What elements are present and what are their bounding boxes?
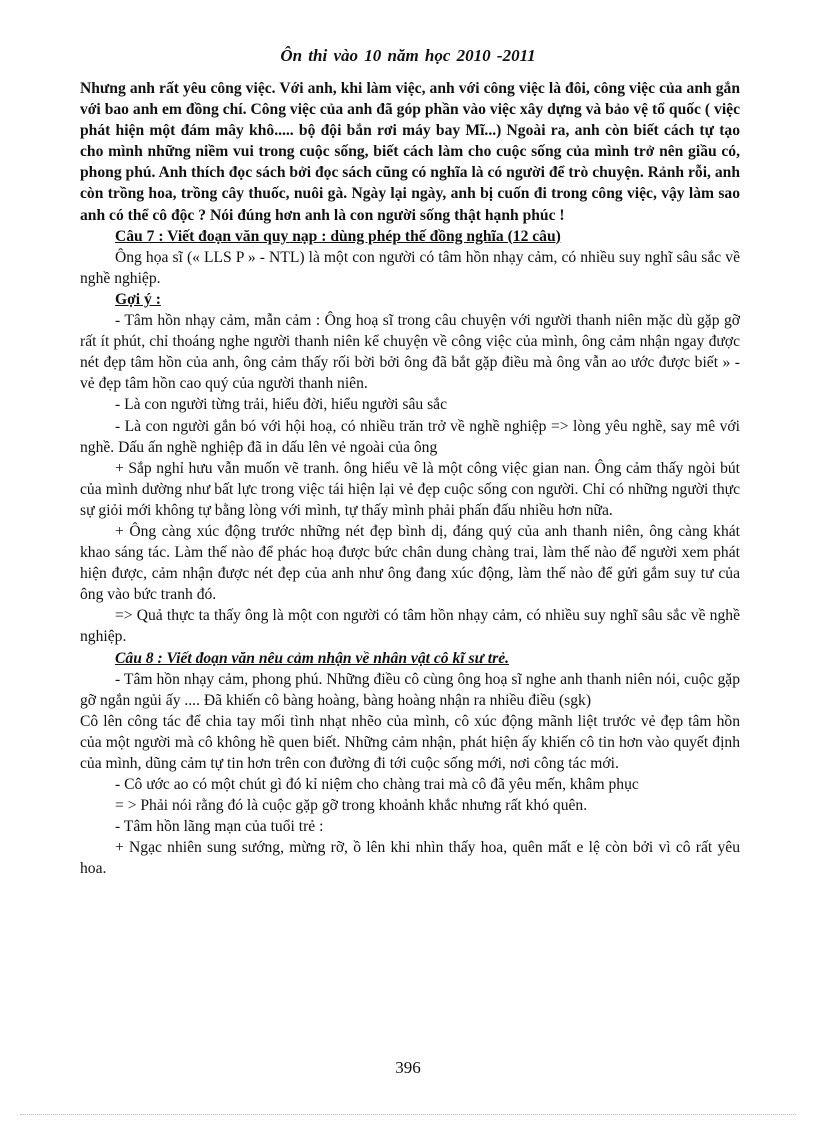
paragraph-point-4: + Sắp nghỉ hưu vẫn muốn vẽ tranh. ông hiểu vẽ là một công việc gian nan. Ông cảm thấy ngòi bút của mình dường như bất lực trong việc tái hiện lại vẻ đẹp cuộc sống con người. Chỉ có những người thực sự giỏi mới không tự bằng lòng với mình, tự thấy mình phải phấn đấu nhiều hơn nữa. <box>80 459 740 519</box>
heading-cau-8: Câu 8 : Viết đoạn văn nêu cảm nhận về nhân vật cô kĩ sư trẻ. <box>115 649 510 667</box>
paragraph-thesis: Ông họa sĩ (« LLS P » - NTL) là một con người có tâm hồn nhạy cảm, có nhiều suy nghĩ sâu sắc về nghề nghiệp. <box>80 248 740 287</box>
paragraph-intro: Nhưng anh rất yêu công việc. Với anh, khi làm việc, anh với công việc là đôi, công việc của anh gắn với bao anh em đồng chí. Công việc của anh đã góp phần vào việc xây dựng và bảo vệ tổ quốc ( việc phát hiện một đám mây khô..... bộ đội bắn rơi máy bay Mĩ...) Ngoài ra, anh còn biết cách tự tạo cho mình những niềm vui trong cuộc sống, biết cách làm cho cuộc sống của mình trở nên giầu có, phong phú. Anh thích đọc sách bởi đọc sách cũng có nghĩa là có người để trò chuyện. Rảnh rỗi, anh còn trồng hoa, trồng cây thuốc, nuôi gà. Ngày lại ngày, anh bị cuốn đi trong công việc, vậy làm sao anh có thể cô độc ? Nói đúng hơn anh là con người sống thật hạnh phúc ! <box>80 80 740 224</box>
paragraph-cau8-2: Cô lên công tác để chia tay mối tình nhạt nhẽo của mình, cô xúc động mãnh liệt trước vẻ đẹp tâm hồn của một người mà cô không hề quen biết. Những cảm nhận, phát hiện ấy khiến cô tin hơn vào quyết định của mình, dũng cảm tự tin hơn trên con đường đi tới cuộc sống mới, nơi công tác mới. <box>80 712 740 772</box>
footer-divider <box>20 1114 796 1115</box>
paragraph-point-3: - Là con người gắn bó với hội hoạ, có nhiều trăn trở về nghề nghiệp => lòng yêu nghề, say mê với nghề. Dấu ấn nghề nghiệp đã in dấu lên vẻ ngoài của ông <box>80 417 740 456</box>
paragraph-point-5: + Ông càng xúc động trước những nét đẹp bình dị, đáng quý của anh thanh niên, ông càng khát khao sáng tác. Làm thế nào để phác hoạ được bức chân dung chàng trai, làm thế nào để người xem phát hiện được, cảm nhận được nét đẹp của anh như ông đang xúc động, làm thế nào để gửi gắm suy tư của ông vào bức tranh đó. <box>80 522 740 604</box>
paragraph-cau8-5: - Tâm hồn lãng mạn của tuổi trẻ : <box>115 818 324 836</box>
paragraph-cau8-6: + Ngạc nhiên sung sướng, mừng rỡ, ồ lên khi nhìn thấy hoa, quên mất e lệ còn bởi vì cô rất yêu hoa. <box>80 839 740 878</box>
document-body <box>80 78 740 880</box>
paragraph-point-2: - Là con người từng trải, hiểu đời, hiểu người sâu sắc <box>115 396 448 414</box>
paragraph-cau8-4: = > Phải nói rằng đó là cuộc gặp gỡ trong khoảnh khắc nhưng rất khó quên. <box>115 797 588 815</box>
paragraph-cau8-1: - Tâm hồn nhạy cảm, phong phú. Những điều cô cùng ông hoạ sĩ nghe anh thanh niên nói, cuộc gặp gỡ ngắn ngủi ấy .... Đã khiến cô bàng hoàng, bàng hoàng nhận ra nhiều điều (sgk) <box>80 670 740 709</box>
paragraph-conclusion: => Quả thực ta thấy ông là một con người có tâm hồn nhạy cảm, có nhiều suy nghĩ sâu sắc về nghề nghiệp. <box>80 607 740 646</box>
heading-cau-7: Câu 7 : Viết đoạn văn quy nạp : dùng phép thế đồng nghĩa (12 câu) <box>115 227 561 245</box>
heading-goi-y: Gợi ý : <box>115 290 161 308</box>
page-number: 396 <box>395 1058 421 1077</box>
paragraph-cau8-3: - Cô ước ao có một chút gì đó kỉ niệm cho chàng trai mà cô đã yêu mến, khâm phục <box>115 776 639 794</box>
paragraph-point-1: - Tâm hồn nhạy cảm, mẫn cảm : Ông hoạ sĩ trong câu chuyện với người thanh niên mặc dù gặp gỡ rất ít phút, chỉ thoáng nghe người thanh niên kể chuyện về công việc của mình, ông cảm nhận ngay được nét đẹp tâm hồn của anh, ông cảm thấy rối bời bởi ông đã bắt gặp điều mà ông vẫn ao ước được biết » - vẻ đẹp tâm hồn cao quý của người thanh niên. <box>80 312 740 393</box>
page-header: Ôn thi vào 10 năm học 2010 -2011 <box>280 46 536 65</box>
